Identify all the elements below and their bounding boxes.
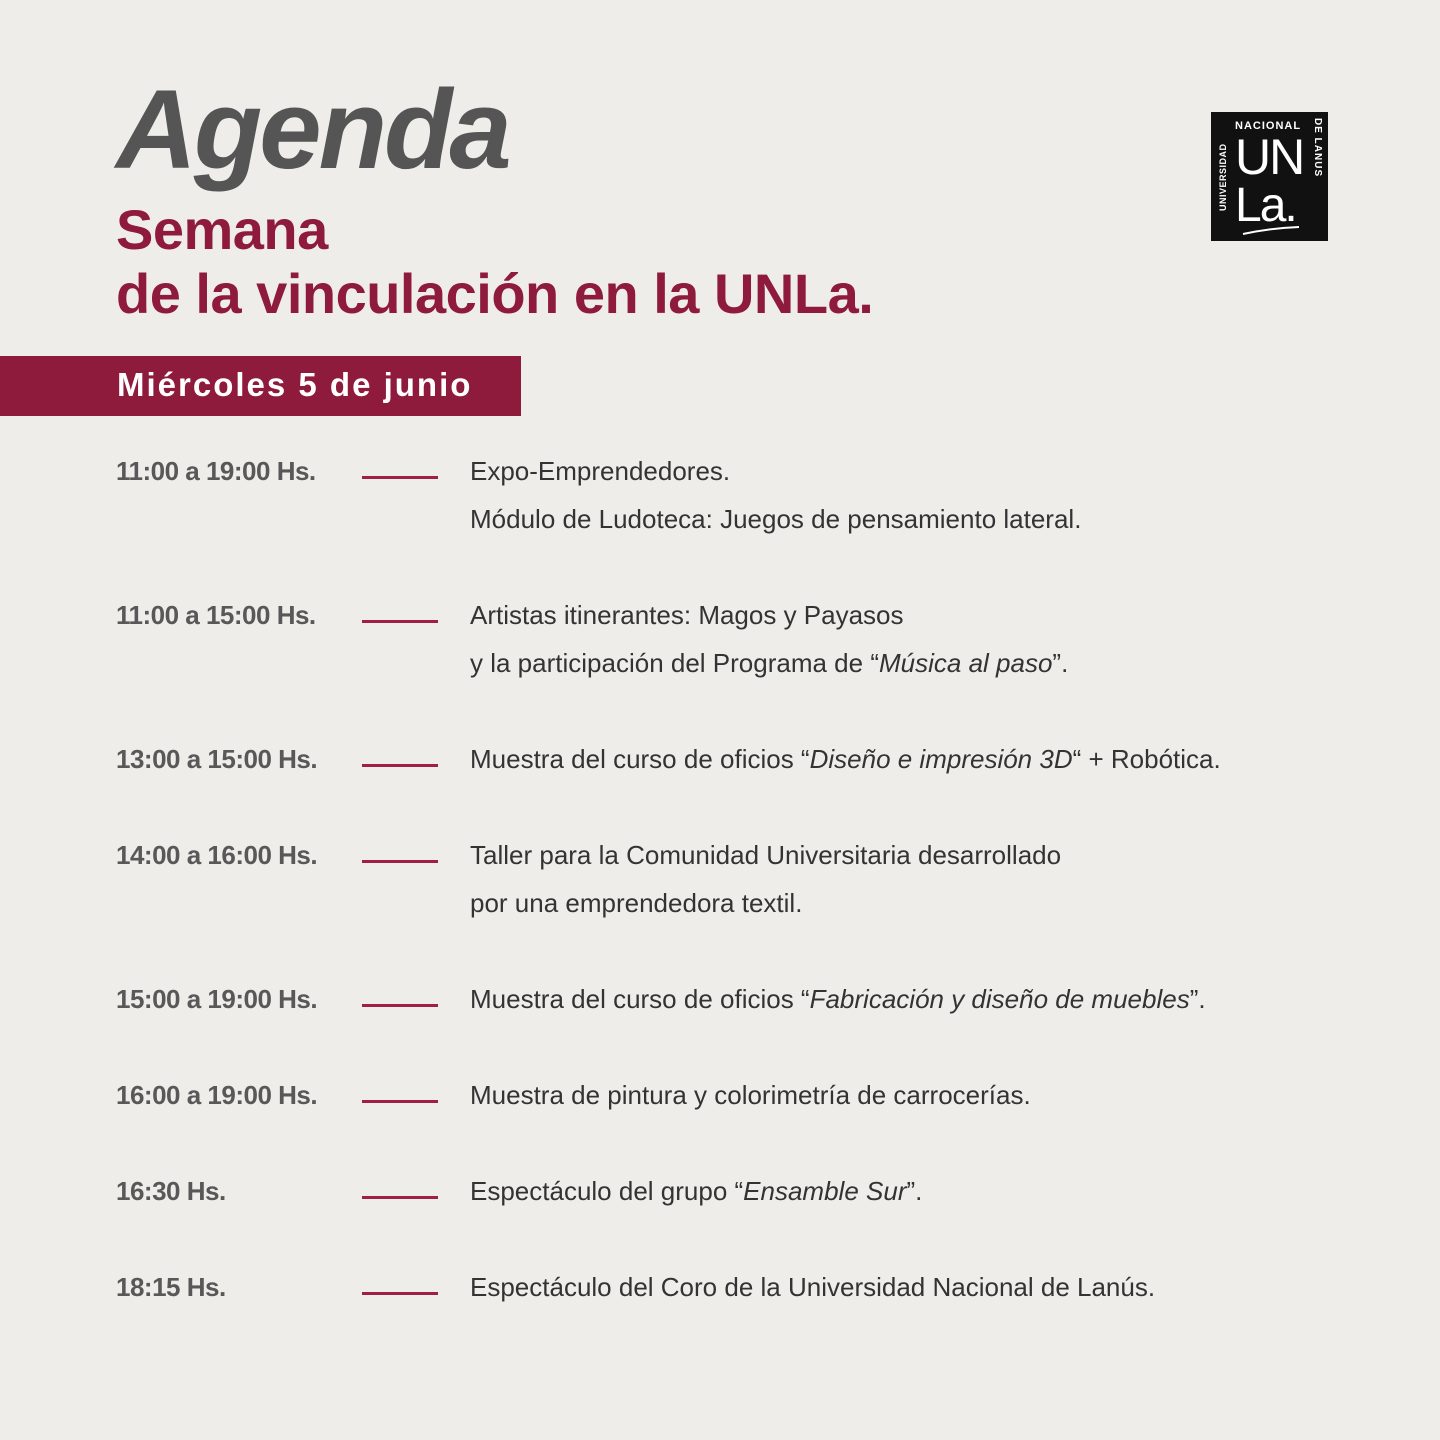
separator-line: [362, 860, 438, 863]
text-segment: Espectáculo del Coro de la Universidad Nacional de Lanús.: [470, 1272, 1156, 1302]
logo-mark-la: La.: [1235, 179, 1296, 232]
page-title: Agenda: [116, 67, 509, 192]
text-segment: Muestra del curso de oficios “: [470, 744, 810, 774]
event-description: [470, 975, 1400, 1023]
description-line: [470, 639, 1400, 687]
event-time: 16:30 Hs.: [116, 1176, 226, 1206]
separator-line: [362, 1004, 438, 1007]
description-line: [470, 1167, 1400, 1215]
event-description: [470, 447, 1400, 543]
text-segment: Taller para la Comunidad Universitaria desarrollado: [470, 840, 1062, 870]
event-description: [470, 591, 1400, 687]
emphasized-text: Diseño e impresión 3D: [809, 744, 1073, 774]
text-segment: Artistas itinerantes: Magos y Payasos: [470, 600, 904, 630]
separator-line: [362, 476, 438, 479]
event-description: [470, 1167, 1400, 1215]
emphasized-text: Música al paso: [878, 648, 1053, 678]
description-line: [470, 495, 1400, 543]
date-banner: Miércoles 5 de junio: [0, 356, 521, 416]
subtitle-line-1: Semana: [116, 198, 328, 261]
event-time: 18:15 Hs.: [116, 1272, 226, 1302]
description-line: [470, 591, 1400, 639]
text-segment: Muestra del curso de oficios “: [470, 984, 810, 1014]
description-line: [470, 879, 1400, 927]
event-time: 14:00 a 16:00 Hs.: [116, 840, 318, 870]
text-segment: Módulo de Ludoteca: Juegos de pensamiento lateral.: [470, 504, 1082, 534]
separator-line: [362, 764, 438, 767]
page-subtitle: [116, 198, 873, 326]
text-segment: Expo-Emprendedores.: [470, 456, 731, 486]
text-segment: por una emprendedora textil.: [470, 888, 803, 918]
emphasized-text: Ensamble Sur: [743, 1176, 907, 1206]
event-time: 15:00 a 19:00 Hs.: [116, 984, 318, 1014]
description-line: [470, 831, 1400, 879]
logo-mark-un: UN: [1235, 129, 1304, 185]
text-segment: ”.: [906, 1176, 923, 1206]
text-segment: Espectáculo del grupo “: [470, 1176, 744, 1206]
separator-line: [362, 1292, 438, 1295]
event-description: [470, 735, 1400, 783]
event-description: [470, 831, 1400, 927]
separator-line: [362, 1196, 438, 1199]
event-time: 16:00 a 19:00 Hs.: [116, 1080, 318, 1110]
description-line: [470, 1071, 1400, 1119]
subtitle-line-2: de la vinculación en la UNLa.: [116, 262, 874, 325]
logo-text-de-lanus: DE LANUS: [1312, 118, 1323, 178]
event-description: [470, 1071, 1400, 1119]
emphasized-text: Fabricación y diseño de muebles: [809, 984, 1190, 1014]
description-line: [470, 1263, 1400, 1311]
text-segment: y la participación del Programa de “: [470, 648, 879, 678]
description-line: [470, 975, 1400, 1023]
text-segment: “ + Robótica.: [1072, 744, 1221, 774]
description-line: [470, 735, 1400, 783]
separator-line: [362, 1100, 438, 1103]
text-segment: ”.: [1189, 984, 1206, 1014]
text-segment: Muestra de pintura y colorimetría de carrocerías.: [470, 1080, 1031, 1110]
logo-text-nacional: NACIONAL: [1235, 120, 1302, 132]
event-time: 11:00 a 15:00 Hs.: [116, 600, 316, 630]
separator-line: [362, 620, 438, 623]
event-description: [470, 1263, 1400, 1311]
logo-swoosh-icon: [1241, 226, 1301, 236]
event-time: 11:00 a 19:00 Hs.: [116, 456, 316, 486]
description-line: [470, 447, 1400, 495]
event-time: 13:00 a 15:00 Hs.: [116, 744, 318, 774]
unla-logo: [1211, 112, 1328, 241]
logo-text-universidad: UNIVERSIDAD: [1218, 143, 1228, 211]
text-segment: ”.: [1052, 648, 1069, 678]
